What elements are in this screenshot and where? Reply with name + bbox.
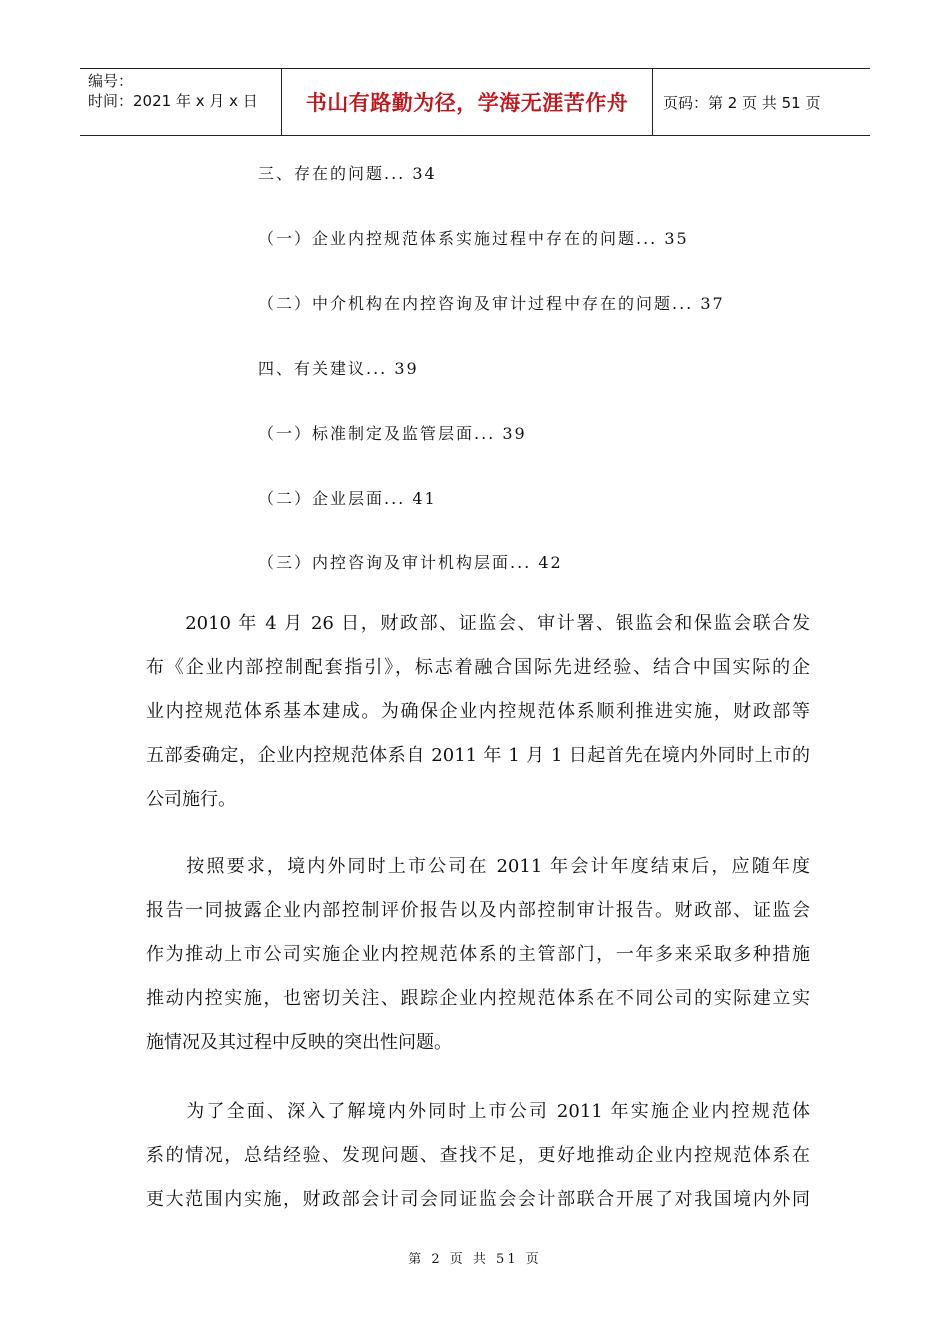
toc-entry: （二）企业层面... 41 [258,489,437,508]
header-meta [80,69,281,135]
document-time-label: 时间：2021 年 x 月 x 日 [88,92,258,110]
paragraph-line: 系的情况，总结经验、发现问题、查找不足，更好地推动企业内控规范体系在 [146,1145,810,1166]
document-number-label: 编号： [88,72,134,90]
paragraph-line: 报告一同披露企业内部控制评价报告以及内部控制审计报告。财政部、证监会 [146,900,810,921]
page-footer: 第 2 页 共 51 页 [408,1252,542,1267]
paragraph-line: 公司施行。 [146,789,236,810]
paragraph-line: 五部委确定，企业内控规范体系自 2011 年 1 月 1 日起首先在境内外同时上市的 [146,745,810,766]
paragraph-line: 施情况及其过程中反映的突出性问题。 [146,1032,452,1053]
toc-entry: 三、存在的问题... 34 [258,164,437,183]
toc-entry: （一）企业内控规范体系实施过程中存在的问题... 35 [258,229,689,248]
header-page-info: 页码：第 2 页 共 51 页 [663,93,821,112]
paragraph-line: 作为推动上市公司实施企业内控规范体系的主管部门，一年多来采取多种措施 [146,944,810,965]
body-paragraph [146,602,810,822]
toc-entry: （二）中介机构在内控咨询及审计过程中存在的问题... 37 [258,294,725,313]
header-motto: 书山有路勤为径，学海无涯苦作舟 [281,69,653,135]
body-paragraph [146,1090,810,1222]
paragraph-line: 推动内控实施，也密切关注、跟踪企业内控规范体系在不同公司的实际建立实 [146,988,810,1009]
paragraph-line: 2010 年 4 月 26 日，财政部、证监会、审计署、银监会和保监会联合发 [146,613,810,634]
paragraph-line: 按照要求，境内外同时上市公司在 2011 年会计年度结束后，应随年度 [146,856,810,877]
paragraph-line: 业内控规范体系基本建成。为确保企业内控规范体系顺利推进实施，财政部等 [146,701,810,722]
toc-entry: 四、有关建议... 39 [258,359,419,378]
toc-entry: （三）内控咨询及审计机构层面... 42 [258,553,563,572]
body-paragraph [146,845,810,1065]
page-header [80,68,870,136]
paragraph-line: 更大范围内实施，财政部会计司会同证监会会计部联合开展了对我国境内外同 [146,1189,810,1210]
paragraph-line: 布《企业内部控制配套指引》，标志着融合国际先进经验、结合中国实际的企 [146,657,810,678]
toc-entry: （一）标准制定及监管层面... 39 [258,424,527,443]
paragraph-line: 为了全面、深入了解境内外同时上市公司 2011 年实施企业内控规范体 [146,1101,810,1122]
